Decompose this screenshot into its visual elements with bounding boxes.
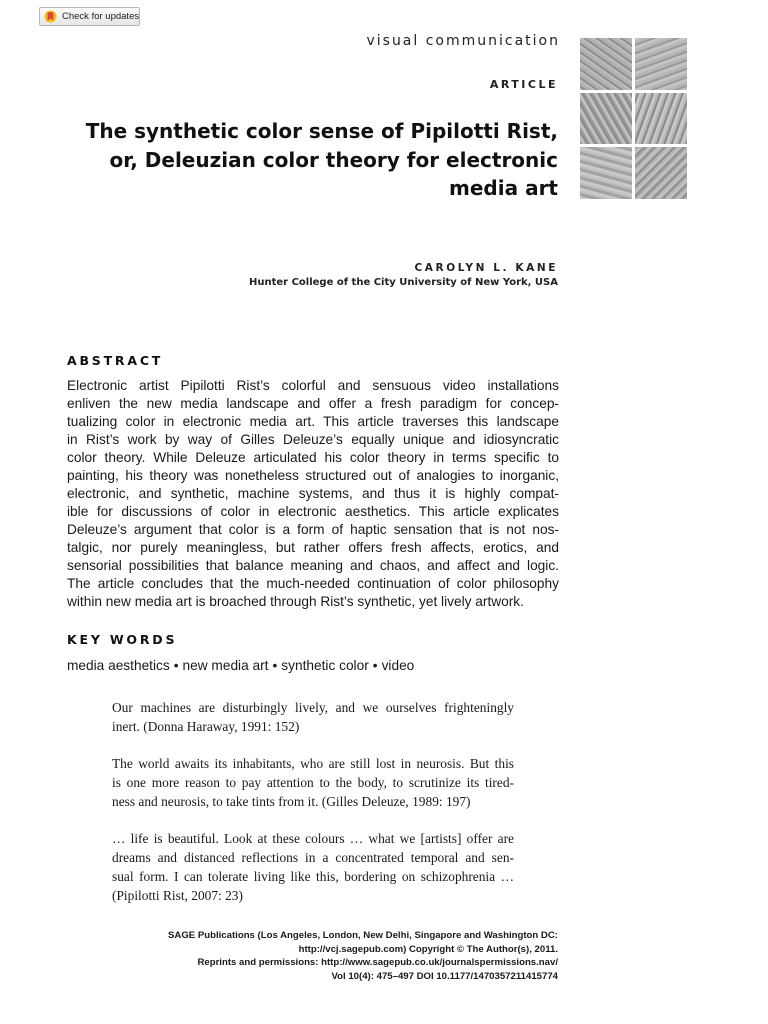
- epigraph-line: dreams and distanced reflections in a concentrated temporal and sen-: [112, 850, 514, 865]
- epigraph-line: is one more reason to pay attention to the body, to scrutinize its tired-: [112, 775, 514, 790]
- abstract-line: Deleuze’s argument that color is a form of haptic sensation that is not nos-: [67, 522, 559, 537]
- epigraph-haraway: [112, 698, 514, 736]
- title-line: or, Deleuzian color theory for electronic: [109, 147, 558, 172]
- abstract-line: The article concludes that the much-needed continuation of color philosophy: [67, 576, 559, 591]
- keyword-separator: •: [173, 658, 179, 673]
- footer-line: SAGE Publications (Los Angeles, London, New Delhi, Singapore and Washington DC:: [168, 930, 558, 941]
- journal-cover-mosaic: [580, 38, 687, 199]
- abstract-body: [67, 377, 559, 611]
- article-type-label: ARTICLE: [489, 78, 558, 91]
- journal-name: visual communication: [366, 33, 560, 49]
- abstract-line: color theory. While Deleuze articulated his color theory in terms specific to: [67, 450, 559, 465]
- mosaic-tile: [580, 147, 632, 199]
- keyword-separator: •: [272, 658, 278, 673]
- footer-line: http://vcj.sagepub.com) Copyright © The Author(s), 2011.: [298, 943, 558, 955]
- bookmark-update-icon: [44, 10, 57, 23]
- epigraph-rist: [112, 829, 514, 905]
- epigraph-line: sual form. I can tolerate living like this, bordering on schizophrenia …: [112, 869, 514, 884]
- mosaic-tile: [580, 93, 632, 145]
- epigraphs: [112, 698, 514, 923]
- abstract-line: Electronic artist Pipilotti Rist’s colorful and sensuous video installations: [67, 378, 559, 393]
- abstract-line: tualizing color in electronic media art. This article traverses this landscape: [67, 414, 559, 429]
- title-line: The synthetic color sense of Pipilotti Rist,: [85, 119, 558, 143]
- mosaic-tile: [635, 147, 687, 199]
- mosaic-tile: [635, 93, 687, 145]
- mosaic-tile: [580, 38, 632, 90]
- article-title: [58, 117, 558, 203]
- abstract-heading: ABSTRACT: [67, 353, 164, 368]
- epigraph-deleuze: [112, 754, 514, 811]
- author-affiliation: Hunter College of the City University of New York, USA: [248, 277, 558, 288]
- keyword-separator: •: [372, 658, 378, 673]
- epigraph-line: The world awaits its inhabitants, who are still lost in neurosis. But this: [112, 756, 514, 771]
- keyword-item: new media art: [182, 658, 269, 673]
- keywords-list: [67, 658, 414, 673]
- check-for-updates-button[interactable]: [39, 7, 140, 26]
- footer-line: Reprints and permissions: http://www.sagepub.co.uk/journalspermissions.nav/: [197, 957, 558, 968]
- abstract-line: painting, his theory was nonetheless structured out of analogies to inorganic,: [67, 468, 559, 483]
- check-for-updates-label: Check for updates: [62, 11, 140, 22]
- title-line: media art: [449, 176, 558, 200]
- epigraph-line: ness and neurosis, to take tints from it. (Gilles Deleuze, 1989: 197): [112, 794, 471, 809]
- publisher-footer: [78, 929, 558, 983]
- epigraph-line: Our machines are disturbingly lively, and we ourselves frighteningly: [112, 700, 514, 715]
- abstract-line: in Rist’s work by way of Gilles Deleuze’s equally unique and idiosyncratic: [67, 432, 559, 447]
- epigraph-line: inert. (Donna Haraway, 1991: 152): [112, 719, 300, 734]
- abstract-line: within new media art is broached through Rist’s synthetic, yet lively artwork.: [67, 594, 524, 609]
- abstract-line: talgic, nor purely meaningless, but rather offers fresh affects, erotics, and: [67, 540, 559, 555]
- keyword-item: synthetic color: [281, 658, 369, 673]
- abstract-line: sensorial possibilities that balance meaning and chaos, and affect and logic.: [67, 558, 559, 573]
- author-name: CAROLYN L. KANE: [414, 262, 558, 274]
- abstract-line: ible for discussions of color in electronic aesthetics. This article explicates: [67, 504, 559, 519]
- keywords-heading: KEY WORDS: [67, 632, 178, 647]
- epigraph-line: … life is beautiful. Look at these colours … what we [artists] offer are: [112, 831, 514, 846]
- abstract-line: electronic, and synthetic, machine systems, and thus it is highly compat-: [67, 486, 559, 501]
- epigraph-line: (Pipilotti Rist, 2007: 23): [112, 888, 243, 903]
- abstract-line: enliven the new media landscape and offer a fresh paradigm for concep-: [67, 396, 559, 411]
- keyword-item: video: [381, 658, 415, 673]
- footer-line: Vol 10(4): 475–497 DOI 10.1177/1470357211415774: [331, 970, 558, 982]
- mosaic-tile: [635, 38, 687, 90]
- keyword-item: media aesthetics: [67, 658, 170, 673]
